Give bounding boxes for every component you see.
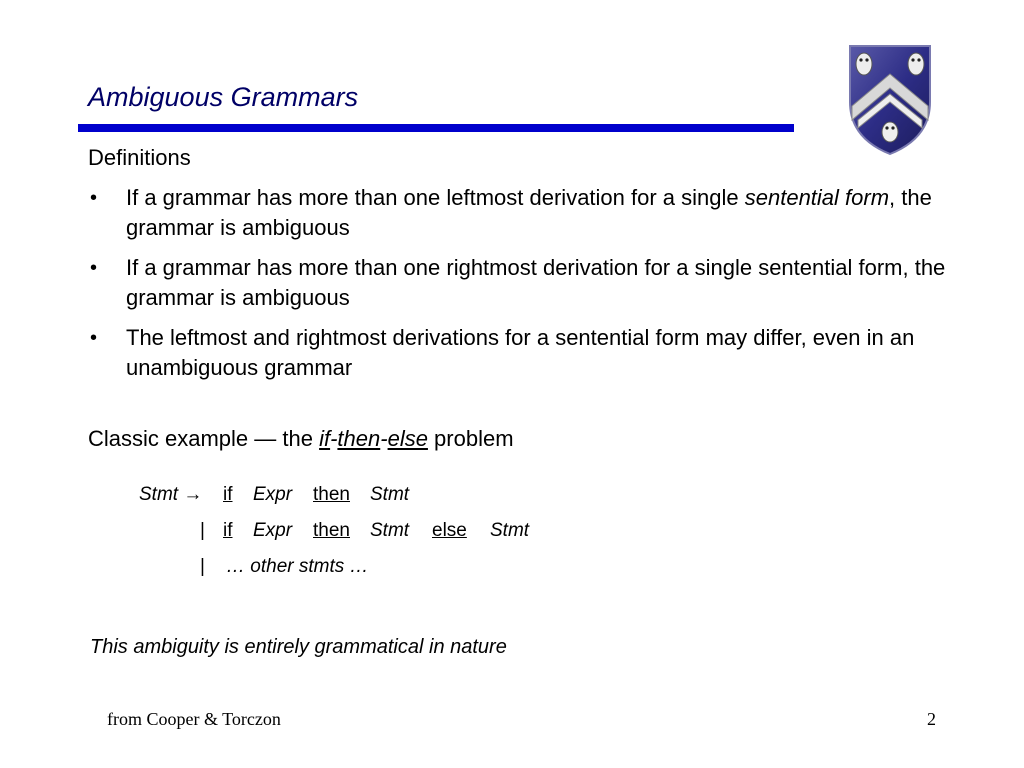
keyword-if: if <box>319 426 331 451</box>
rice-university-shield-icon <box>844 40 936 158</box>
arrow-icon: → <box>183 484 203 505</box>
list-item <box>88 323 948 383</box>
list-item <box>88 253 948 313</box>
bullet-icon: • <box>90 257 98 279</box>
keyword-then: then <box>337 426 381 451</box>
hyphen: - <box>330 426 338 451</box>
grammar-keyword-if: if <box>223 484 233 505</box>
grammar-keyword-then: then <box>313 484 350 505</box>
hyphen: - <box>380 426 388 451</box>
grammar-stmt: Stmt <box>370 520 410 541</box>
bullet-text-end: , the grammar is ambiguous <box>126 185 932 240</box>
definitions-list <box>88 183 948 393</box>
grammar-alternative-bar: | <box>200 520 205 541</box>
bullet-text-italic: sentential form <box>744 185 890 210</box>
classic-prefix: Classic example — the <box>88 426 320 451</box>
title-underline <box>78 124 794 132</box>
grammar-lhs: Stmt → <box>139 484 203 505</box>
classic-example-heading <box>88 426 514 452</box>
bullet-icon: • <box>90 187 98 209</box>
definitions-heading: Definitions <box>88 145 191 170</box>
grammar-alternative-bar: | <box>200 556 205 577</box>
bullet-icon: • <box>90 327 98 349</box>
classic-suffix: problem <box>427 426 514 451</box>
slide-title: Ambiguous Grammars <box>88 82 359 112</box>
grammar-keyword-else: else <box>432 520 467 541</box>
grammar-expr: Expr <box>253 484 293 505</box>
grammar-stmt: Stmt <box>370 484 410 505</box>
page-number: 2 <box>927 709 936 729</box>
grammar-expr: Expr <box>253 520 293 541</box>
keyword-else: else <box>387 426 428 451</box>
grammar-other-statements: … other stmts … <box>226 556 369 577</box>
grammar-keyword-if: if <box>223 520 233 541</box>
grammar-stmt: Stmt <box>490 520 530 541</box>
bullet-text: The leftmost and rightmost derivations for a sentential form may differ, even in an unambiguous grammar <box>126 325 915 380</box>
grammar-keyword-then: then <box>313 520 350 541</box>
footer-credit: from Cooper & Torczon <box>107 709 281 729</box>
bullet-text-start: If a grammar has more than one leftmost derivation for a single <box>126 185 745 210</box>
ambiguity-note: This ambiguity is entirely grammatical in nature <box>90 636 507 658</box>
bullet-text: If a grammar has more than one rightmost derivation for a single sentential form, the grammar is ambiguous <box>126 255 946 310</box>
list-item <box>88 183 948 243</box>
